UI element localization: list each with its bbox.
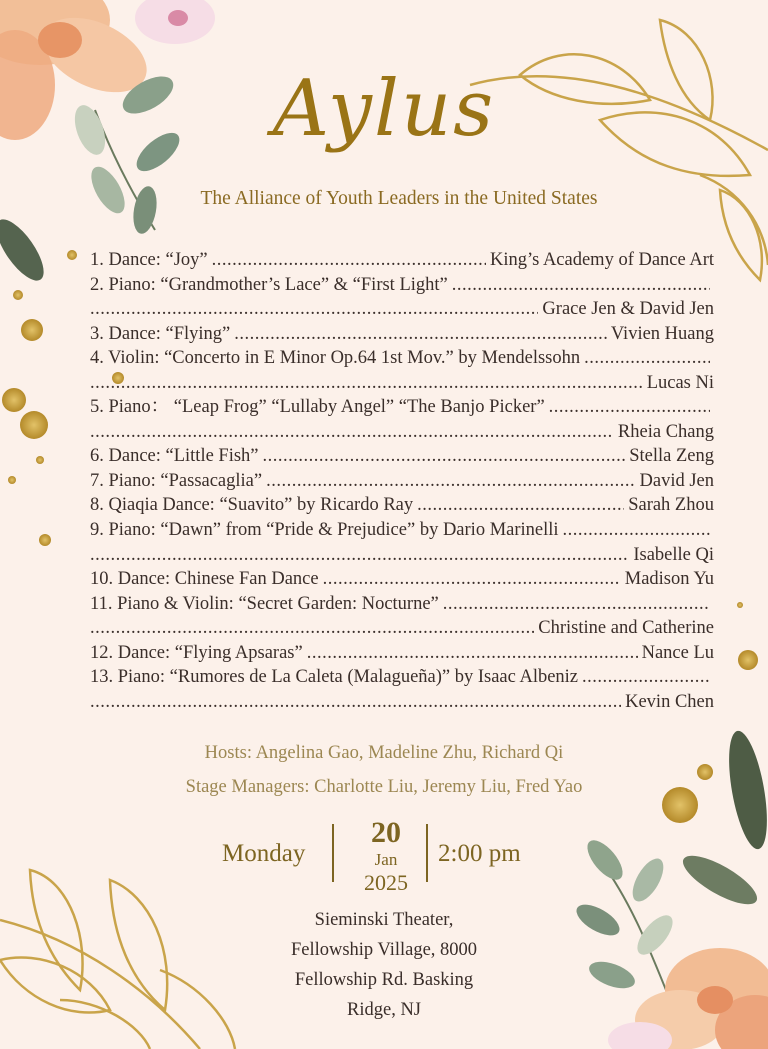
date-divider <box>332 824 334 882</box>
venue-line: Sieminski Theater, <box>314 910 454 930</box>
dot-leader <box>90 420 614 445</box>
dot-leader <box>323 567 621 592</box>
program-item-title: 2. Piano: “Grandmother’s Lace” & “First Light” <box>90 274 448 295</box>
program-item-performer: Christine and Catherine <box>538 618 714 639</box>
program-item-title: 1. Dance: “Joy” <box>90 250 208 270</box>
event-month: Jan <box>374 850 398 869</box>
program-item <box>90 592 714 617</box>
program-item <box>90 346 714 371</box>
stage-managers-line: Stage Managers: Charlotte Liu, Jeremy Liu, Fred Yao <box>185 777 583 797</box>
aylus-logo: Aylus <box>272 64 496 154</box>
venue-line: Fellowship Village, 8000 <box>290 940 478 960</box>
dot-leader <box>307 641 638 666</box>
dot-leader <box>90 616 534 641</box>
program-item <box>90 297 714 322</box>
dot-leader <box>582 665 710 690</box>
venue-address <box>0 905 768 1025</box>
dot-leader <box>452 273 710 298</box>
program-item-title: 3. Dance: “Flying” <box>90 323 231 344</box>
dot-leader <box>266 469 635 494</box>
program-item <box>90 518 714 543</box>
dot-leader <box>212 248 486 273</box>
dot-leader <box>443 592 710 617</box>
program-item <box>90 371 714 396</box>
dot-leader <box>263 444 626 469</box>
program-item-performer: Isabelle Qi <box>633 544 714 565</box>
program-item <box>90 248 714 273</box>
dot-leader <box>90 297 538 322</box>
event-day: 20 <box>371 816 401 849</box>
event-weekday: Monday <box>222 840 306 867</box>
event-year: 2025 <box>364 870 408 895</box>
program-item-title: 13. Piano: “Rumores de La Caleta (Malagueña)” by Isaac Albeniz <box>90 667 579 688</box>
program-item-title: 9. Piano: “Dawn” from “Pride & Prejudice” by Dario Marinelli <box>90 520 559 541</box>
event-time: 2:00 pm <box>438 840 521 867</box>
program-item-performer: Lucas Ni <box>646 372 714 393</box>
program-item <box>90 469 714 494</box>
dot-leader <box>584 346 710 371</box>
program-item-performer: Stella Zeng <box>629 446 714 467</box>
dot-leader <box>90 371 643 396</box>
hosts-line: Hosts: Angelina Gao, Madeline Zhu, Richard Qi <box>204 743 564 763</box>
program-item <box>90 616 714 641</box>
program-item <box>90 543 714 568</box>
program-item-title: 10. Dance: Chinese Fan Dance <box>90 569 319 590</box>
program-item-performer: Rheia Chang <box>617 421 714 442</box>
program-item <box>90 641 714 666</box>
program-item <box>90 395 714 420</box>
program-item-title: 12. Dance: “Flying Apsaras” <box>90 642 303 663</box>
program-item-title: 4. Violin: “Concerto in E Minor Op.64 1st Mov.” by Mendelssohn <box>90 348 581 369</box>
program-item-title: 8. Qiaqia Dance: “Suavito” by Ricardo Ray <box>90 495 414 516</box>
venue-line: Ridge, NJ <box>347 1000 421 1020</box>
program-item <box>90 665 714 690</box>
dot-leader <box>549 395 710 420</box>
program-item <box>90 420 714 445</box>
program-item <box>90 273 714 298</box>
program-item-performer: Grace Jen & David Jen <box>542 299 714 320</box>
program-item-performer: King’s Academy of Dance Art <box>490 250 714 270</box>
program-item-performer: Madison Yu <box>624 569 714 590</box>
program-item <box>90 567 714 592</box>
dot-leader <box>90 543 629 568</box>
program-item <box>90 493 714 518</box>
date-divider <box>426 824 428 882</box>
program-item-performer: Sarah Zhou <box>628 495 714 516</box>
program-item-title: 6. Dance: “Little Fish” <box>90 446 259 467</box>
dot-leader <box>417 493 624 518</box>
program-item-title: 11. Piano & Violin: “Secret Garden: Nocturne” <box>90 593 439 614</box>
gold-leaf-outline-icon <box>470 20 768 280</box>
program-item-title: 7. Piano: “Passacaglia” <box>90 470 263 491</box>
dot-leader <box>90 690 621 715</box>
program-item-title: 5. Piano： “Leap Frog” “Lullaby Angel” “The Banjo Picker” <box>90 397 545 418</box>
program-item <box>90 322 714 347</box>
program-item-performer: David Jen <box>639 470 714 491</box>
program-item <box>90 690 714 715</box>
program-item <box>90 444 714 469</box>
dot-leader <box>234 322 607 347</box>
program-item-performer: Kevin Chen <box>625 691 714 712</box>
program-item-performer: Nance Lu <box>641 642 714 663</box>
event-date-block <box>222 818 552 898</box>
organization-subtitle: The Alliance of Youth Leaders in the United States <box>200 188 598 209</box>
program-item-performer: Vivien Huang <box>610 323 714 344</box>
dot-leader <box>563 518 710 543</box>
program-list <box>90 248 714 714</box>
venue-line: Fellowship Rd. Basking <box>294 970 474 990</box>
